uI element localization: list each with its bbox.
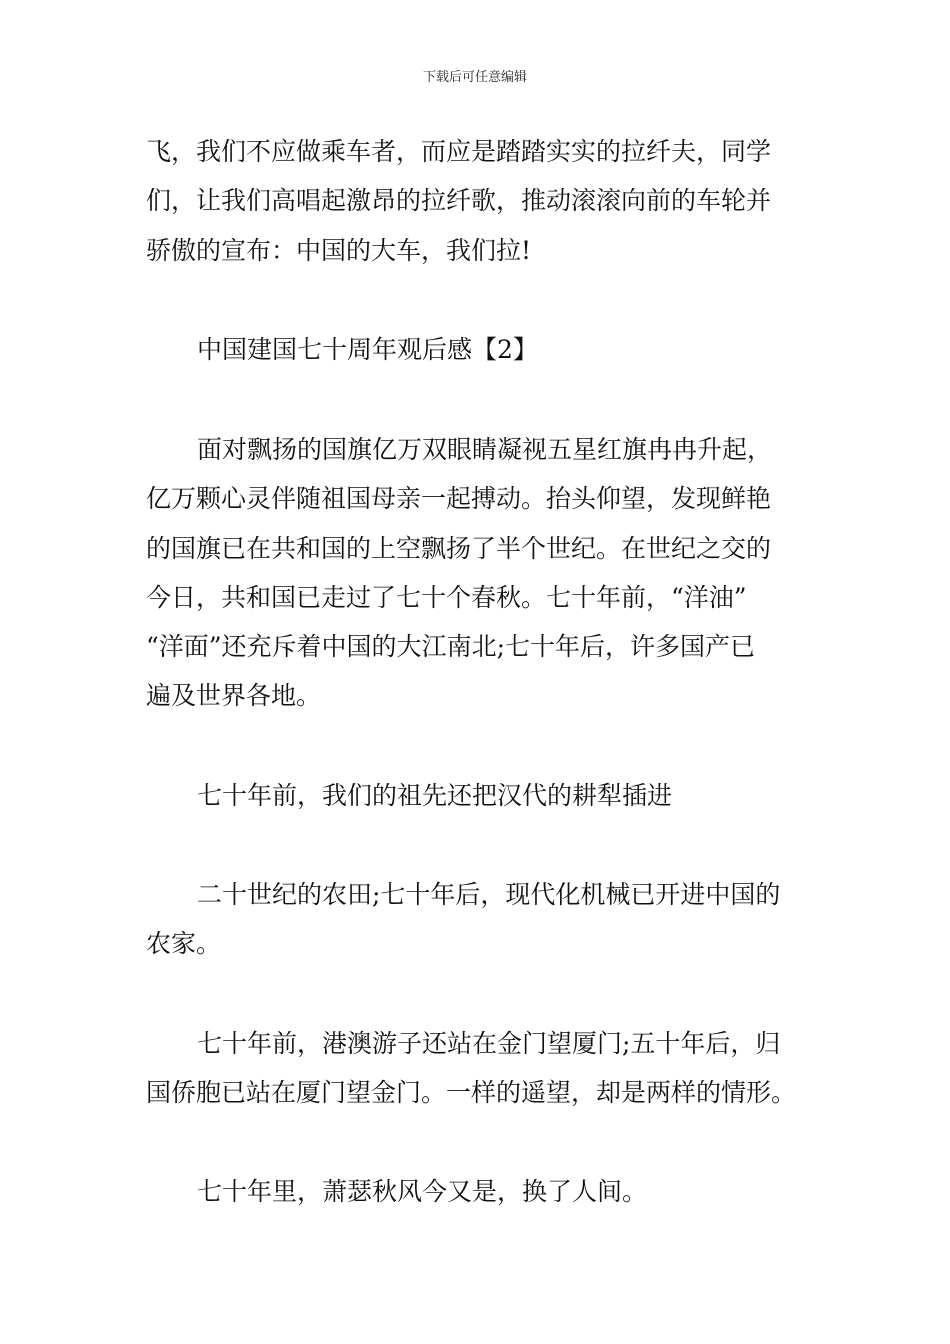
text-line: 亿万颗心灵伴随祖国母亲一起搏动。抬头仰望，发现鲜艳: [146, 484, 772, 513]
text-line: 遍及世界各地。: [146, 681, 322, 710]
text-line: 的国旗已在共和国的上空飘扬了半个世纪。在世纪之交的: [146, 534, 772, 563]
text-line: 农家。: [146, 929, 222, 958]
text-line: 面对飘扬的国旗亿万双眼睛凝视五星红旗冉冉升起，: [197, 435, 773, 464]
text-line: 七十年里，萧瑟秋风今又是，换了人间。: [197, 1177, 648, 1206]
text-line: 飞，我们不应做乘车者，而应是踏踏实实的拉纤夫，同学: [146, 137, 772, 166]
text-line: 今日，共和国已走过了七十个春秋。七十年前，“洋油”: [146, 583, 747, 612]
text-line: 七十年前，我们的祖先还把汉代的耕犁插进: [197, 781, 673, 810]
text-line: 七十年前，港澳游子还站在金门望厦门;五十年后，归: [197, 1029, 781, 1058]
section-heading: 中国建国七十周年观后感【2】: [197, 335, 538, 364]
page-header-note: 下载后可任意编辑: [422, 70, 527, 85]
text-line: 骄傲的宣布：中国的大车，我们拉!: [146, 236, 532, 265]
text-line: “洋面”还充斥着中国的大江南北;七十年后，许多国产已: [146, 632, 755, 661]
text-line: 国侨胞已站在厦门望金门。一样的遥望，却是两样的情形。: [146, 1078, 797, 1107]
text-line: 们，让我们高唱起激昂的拉纤歌，推动滚滚向前的车轮并: [146, 186, 772, 215]
text-line: 二十世纪的农田;七十年后，现代化机械已开进中国的: [197, 880, 781, 909]
